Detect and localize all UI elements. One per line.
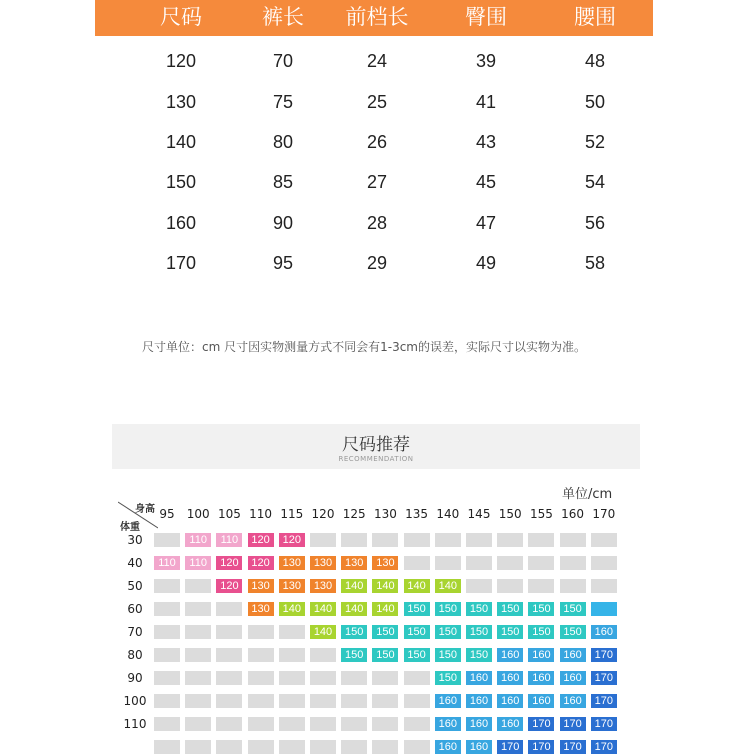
size-cell [560,579,586,593]
size-cell [248,740,274,754]
size-cell [154,533,180,547]
size-cell [248,694,274,708]
size-cell: 150 [528,602,554,616]
weight-label: 110 [123,717,147,731]
size-cell: 130 [248,579,274,593]
size-cell [591,533,617,547]
weight-label: 60 [127,602,143,616]
size-table-cell: 29 [366,253,388,273]
size-cell [560,533,586,547]
height-label: 135 [405,507,429,521]
size-cell: 160 [528,671,554,685]
size-table-header-cell: 裤长 [262,5,304,29]
size-table-header-cell: 臀围 [465,5,507,29]
size-cell [497,579,523,593]
size-cell [216,625,242,639]
size-cell [591,579,617,593]
height-label: 140 [436,507,460,521]
size-cell: 160 [560,671,586,685]
size-cell [310,671,336,685]
size-cell: 140 [341,602,367,616]
size-table-row [0,88,750,116]
size-cell [310,694,336,708]
size-cell [185,694,211,708]
size-cell [310,740,336,754]
size-cell [341,671,367,685]
size-cell [279,740,305,754]
size-cell: 170 [591,717,617,731]
unit-label: 单位/cm [562,487,613,502]
size-cell: 140 [310,625,336,639]
size-cell [372,694,398,708]
size-cell [216,671,242,685]
size-cell [497,533,523,547]
size-cell: 150 [435,625,461,639]
size-cell: 150 [435,671,461,685]
size-cell: 150 [341,648,367,662]
size-cell: 160 [497,648,523,662]
size-table-cell: 45 [475,172,497,192]
recommendation-banner [112,424,640,469]
size-cell [185,740,211,754]
size-cell [185,625,211,639]
size-cell: 110 [154,556,180,570]
measurement-note: 尺寸单位：cm 尺寸因实物测量方式不同会有1-3cm的误差，实际尺寸以实物为准。 [142,340,586,354]
size-cell: 150 [404,648,430,662]
size-cell: 130 [310,556,336,570]
size-cell: 160 [466,740,492,754]
size-cell: 170 [591,648,617,662]
height-label: 130 [373,507,397,521]
size-cell [591,602,617,616]
size-table-cell: 70 [272,51,294,71]
size-cell: 120 [216,556,242,570]
size-cell: 150 [560,602,586,616]
size-cell [216,717,242,731]
size-cell: 160 [435,694,461,708]
size-cell: 130 [310,579,336,593]
size-cell [404,671,430,685]
size-cell [185,602,211,616]
height-label: 95 [159,507,175,521]
size-cell [528,556,554,570]
size-cell: 160 [435,717,461,731]
size-cell: 120 [216,579,242,593]
size-cell [248,625,274,639]
size-cell [310,533,336,547]
size-table-cell: 27 [366,172,388,192]
size-cell: 140 [404,579,430,593]
size-cell: 160 [591,625,617,639]
size-cell: 160 [466,717,492,731]
size-cell: 170 [560,717,586,731]
size-cell: 110 [216,533,242,547]
size-cell: 120 [279,533,305,547]
size-cell [310,717,336,731]
size-cell: 160 [466,694,492,708]
size-cell [216,648,242,662]
size-cell: 150 [435,648,461,662]
size-cell: 140 [372,579,398,593]
size-table-cell: 39 [475,51,497,71]
size-cell: 150 [372,625,398,639]
size-cell [216,740,242,754]
size-cell [497,556,523,570]
height-label: 120 [311,507,335,521]
size-table-row [0,249,750,277]
size-cell: 160 [466,671,492,685]
weight-label: 70 [127,625,143,639]
size-table-cell: 56 [584,213,606,233]
size-table-cell: 85 [272,172,294,192]
size-cell: 150 [497,625,523,639]
size-cell [435,556,461,570]
size-table-header-cell: 腰围 [574,5,616,29]
size-cell: 170 [528,717,554,731]
size-cell: 160 [528,694,554,708]
size-table-cell: 41 [475,92,497,112]
size-cell: 140 [435,579,461,593]
size-table-cell: 160 [165,213,197,233]
size-cell [341,740,367,754]
size-cell [248,717,274,731]
size-cell: 150 [435,602,461,616]
size-table-cell: 95 [272,253,294,273]
size-table-header [95,0,653,36]
size-cell: 140 [279,602,305,616]
size-cell: 150 [560,625,586,639]
recommendation-subtitle: RECOMMENDATION [338,455,414,463]
weight-label: 100 [123,694,147,708]
weight-label: 30 [127,533,143,547]
size-cell [154,602,180,616]
size-cell [591,556,617,570]
size-table-cell: 54 [584,172,606,192]
size-cell [528,533,554,547]
size-cell [279,671,305,685]
size-cell [154,579,180,593]
size-cell: 130 [372,556,398,570]
weight-label: 40 [127,556,143,570]
size-table-row [0,47,750,75]
height-label: 160 [561,507,585,521]
size-table-cell: 47 [475,213,497,233]
height-axis-label: 身高 [135,504,155,515]
size-cell [341,533,367,547]
size-cell: 150 [466,648,492,662]
height-label: 125 [342,507,366,521]
size-cell: 160 [497,671,523,685]
size-cell: 170 [560,740,586,754]
size-table-cell: 58 [584,253,606,273]
size-cell [185,579,211,593]
height-label: 150 [498,507,522,521]
size-cell [435,533,461,547]
size-cell: 170 [591,740,617,754]
size-cell [560,556,586,570]
size-cell [404,717,430,731]
size-cell [341,694,367,708]
size-cell: 120 [248,533,274,547]
size-table-cell: 170 [165,253,197,273]
size-cell: 160 [560,648,586,662]
size-cell [310,648,336,662]
size-cell: 170 [591,671,617,685]
size-cell: 110 [185,533,211,547]
size-table-cell: 49 [475,253,497,273]
size-cell [372,717,398,731]
size-cell [185,717,211,731]
size-cell [404,556,430,570]
size-cell: 140 [341,579,367,593]
size-table-cell: 28 [366,213,388,233]
size-cell [279,694,305,708]
height-label: 105 [217,507,241,521]
size-table-cell: 25 [366,92,388,112]
size-cell: 130 [279,579,305,593]
size-cell [185,648,211,662]
size-table-cell: 130 [165,92,197,112]
size-table-header-cell: 前档长 [345,5,409,29]
recommendation-title: 尺码推荐 [342,435,410,455]
size-cell: 160 [497,717,523,731]
height-label: 170 [592,507,616,521]
size-table-cell: 48 [584,51,606,71]
size-cell [372,533,398,547]
size-table-cell: 26 [366,132,388,152]
height-label: 145 [467,507,491,521]
size-cell [216,694,242,708]
size-cell: 160 [528,648,554,662]
size-cell: 130 [279,556,305,570]
size-cell [185,671,211,685]
size-table-row [0,209,750,237]
size-cell: 150 [528,625,554,639]
size-cell [404,533,430,547]
size-cell [528,579,554,593]
size-table-cell: 24 [366,51,388,71]
size-table-cell: 50 [584,92,606,112]
size-cell [154,740,180,754]
size-table-cell: 52 [584,132,606,152]
size-cell [154,625,180,639]
weight-label: 50 [127,579,143,593]
size-table-cell: 120 [165,51,197,71]
size-cell [279,717,305,731]
size-cell: 150 [466,625,492,639]
height-label: 100 [186,507,210,521]
size-cell: 150 [404,602,430,616]
weight-axis-label: 体重 [120,522,140,533]
size-table-cell: 43 [475,132,497,152]
size-cell: 150 [341,625,367,639]
height-label: 115 [280,507,304,521]
size-cell: 130 [248,602,274,616]
size-cell: 150 [404,625,430,639]
size-table-row [0,128,750,156]
size-cell: 130 [341,556,367,570]
size-cell: 150 [372,648,398,662]
size-cell [154,648,180,662]
size-table-cell: 140 [165,132,197,152]
size-cell: 120 [248,556,274,570]
size-table-cell: 90 [272,213,294,233]
size-cell [466,533,492,547]
size-cell: 140 [310,602,336,616]
size-cell [279,625,305,639]
size-cell [404,740,430,754]
size-table-row [0,168,750,196]
size-table-cell: 80 [272,132,294,152]
size-cell [341,717,367,731]
size-cell: 150 [466,602,492,616]
size-cell [216,602,242,616]
size-cell [372,671,398,685]
size-cell: 110 [185,556,211,570]
size-cell: 160 [497,694,523,708]
size-cell [248,671,274,685]
size-cell: 150 [497,602,523,616]
size-cell [154,671,180,685]
size-cell [248,648,274,662]
size-cell [279,648,305,662]
weight-label: 90 [127,671,143,685]
weight-label: 80 [127,648,143,662]
size-cell [466,579,492,593]
size-table-header-cell: 尺码 [160,5,202,29]
size-cell [372,740,398,754]
size-cell: 140 [372,602,398,616]
size-cell [404,694,430,708]
height-label: 110 [249,507,273,521]
size-cell: 170 [497,740,523,754]
size-cell: 160 [560,694,586,708]
size-cell [154,717,180,731]
size-cell: 170 [591,694,617,708]
size-cell: 170 [528,740,554,754]
size-table-cell: 75 [272,92,294,112]
size-cell [466,556,492,570]
size-table-cell: 150 [165,172,197,192]
height-label: 155 [529,507,553,521]
size-cell: 160 [435,740,461,754]
size-cell [154,694,180,708]
